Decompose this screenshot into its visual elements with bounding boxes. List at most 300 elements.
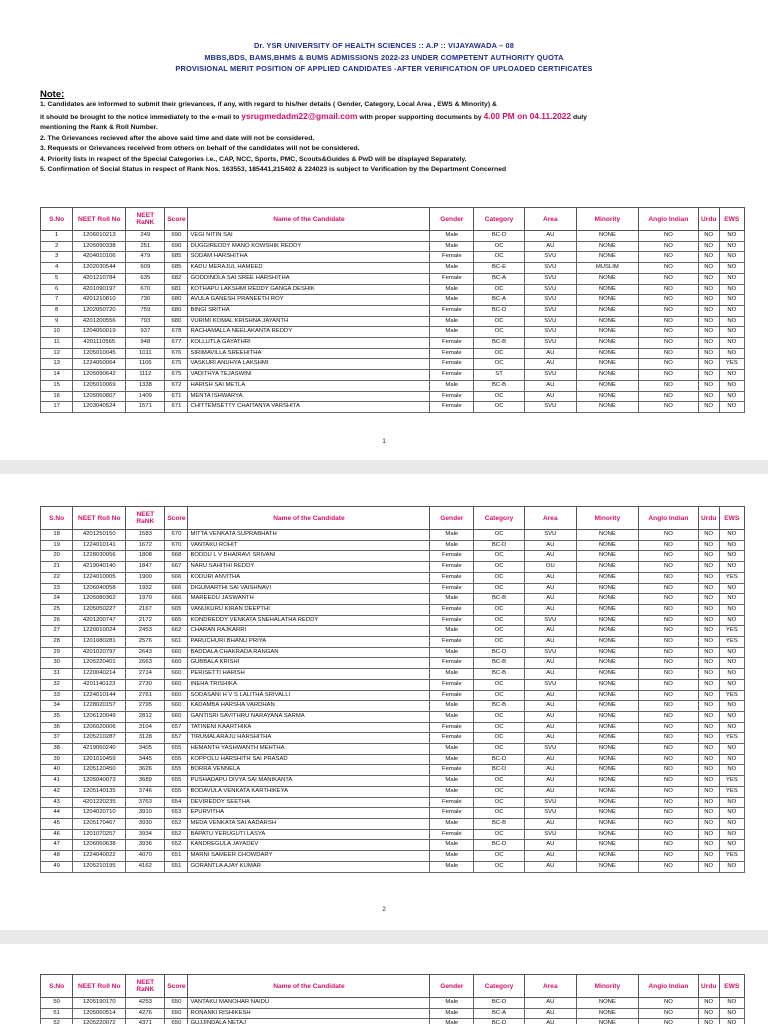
cell-category: OC [474, 722, 525, 733]
cell-category: BC-B [474, 380, 525, 391]
cell-area: SVU [524, 338, 576, 349]
cell-minority: NONE [576, 658, 638, 669]
cell-urdu: NO [698, 273, 719, 284]
cell-roll-no: 1205190170 [73, 998, 126, 1009]
cell-minority: NONE [576, 797, 638, 808]
cell-gender: Female [430, 551, 474, 562]
cell-rank: 3128 [126, 733, 165, 744]
cell-score: 661 [165, 637, 188, 648]
table-row [41, 626, 745, 637]
cell-rank: 1583 [126, 530, 165, 541]
table-row [41, 273, 745, 284]
cell-score: 660 [165, 701, 188, 712]
cell-score: 680 [165, 305, 188, 316]
table-row [41, 637, 745, 648]
cell-sno: 36 [41, 722, 73, 733]
cell-urdu: NO [698, 754, 719, 765]
cell-urdu: NO [698, 305, 719, 316]
cell-candidate-name: DEVIREDDY SEETHA [188, 797, 430, 808]
cell-category: OC [474, 316, 525, 327]
table-row [41, 551, 745, 562]
cell-ews: NO [719, 305, 744, 316]
cell-sno: 46 [41, 829, 73, 840]
table-row [41, 380, 745, 391]
cell-ews: NO [719, 861, 744, 872]
column-header-rank: NEET RaNK [126, 507, 165, 530]
cell-area: AU [524, 540, 576, 551]
cell-rank: 1970 [126, 594, 165, 605]
table-row [41, 594, 745, 605]
cell-area: AU [524, 1008, 576, 1019]
cell-roll-no: 4201090197 [73, 284, 126, 295]
cell-anglo-indian: NO [638, 241, 698, 252]
cell-rank: 1112 [126, 370, 165, 381]
cell-category: OC [474, 359, 525, 370]
cell-candidate-name: TATINENI KAARTHIKA [188, 722, 430, 733]
cell-roll-no: 1205090338 [73, 241, 126, 252]
cell-ews: NO [719, 722, 744, 733]
table-row [41, 327, 745, 338]
cell-minority: NONE [576, 1019, 638, 1024]
cell-category: OC [474, 851, 525, 862]
cell-rank: 1011 [126, 348, 165, 359]
cell-sno: 35 [41, 711, 73, 722]
table-row [41, 711, 745, 722]
cell-anglo-indian: NO [638, 348, 698, 359]
cell-minority: NONE [576, 402, 638, 413]
cell-score: 670 [165, 540, 188, 551]
cell-ews: NO [719, 1019, 744, 1024]
cell-roll-no: 1220010024 [73, 626, 126, 637]
cell-sno: 39 [41, 754, 73, 765]
cell-ews: NO [719, 263, 744, 274]
table-row [41, 829, 745, 840]
cell-roll-no: 4201210810 [73, 295, 126, 306]
cell-score: 680 [165, 295, 188, 306]
cell-rank: 2663 [126, 658, 165, 669]
cell-anglo-indian: NO [638, 338, 698, 349]
cell-candidate-name: VANUKURU KIRAN DEEPTHI [188, 604, 430, 615]
cell-score: 666 [165, 594, 188, 605]
cell-category: OC [474, 572, 525, 583]
admissions-title: MBBS,BDS, BAMS,BHMS & BUMS ADMISSIONS 2022-23 UNDER COMPETENT AUTHORITY QUOTA [204, 52, 564, 62]
cell-ews: NO [719, 316, 744, 327]
cell-rank: 2643 [126, 647, 165, 658]
cell-score: 685 [165, 252, 188, 263]
cell-gender: Male [430, 626, 474, 637]
cell-category: ST [474, 370, 525, 381]
cell-category: OC [474, 327, 525, 338]
cell-candidate-name: DUGGIREDDY MANO KOWSHIK REDDY [188, 241, 430, 252]
cell-sno: 21 [41, 562, 73, 573]
cell-rank: 670 [126, 284, 165, 295]
cell-score: 668 [165, 551, 188, 562]
cell-rank: 249 [126, 231, 165, 242]
cell-area: SVU [524, 316, 576, 327]
cell-category: BC-D [474, 305, 525, 316]
cell-gender: Male [430, 998, 474, 1009]
cell-urdu: NO [698, 1008, 719, 1019]
cell-ews: NO [719, 615, 744, 626]
cell-category: OC [474, 808, 525, 819]
cell-anglo-indian: NO [638, 562, 698, 573]
cell-candidate-name: MENTA ISHWARYA [188, 391, 430, 402]
table-row [41, 786, 745, 797]
cell-score: 675 [165, 370, 188, 381]
notes-block [40, 100, 745, 176]
cell-category: BC-A [474, 273, 525, 284]
cell-anglo-indian: NO [638, 359, 698, 370]
cell-score: 651 [165, 861, 188, 872]
cell-score: 660 [165, 658, 188, 669]
cell-gender: Male [430, 284, 474, 295]
cell-candidate-name: KADU MERAJUL HAMEED [188, 263, 430, 274]
merit-list-title: PROVISIONAL MERIT POSITION OF APPLIED CANDIDATES -AFTER VERIFICATION OF UPLOADED CERTIFICATES [175, 64, 593, 73]
cell-sno: 52 [41, 1019, 73, 1024]
table-row [41, 744, 745, 755]
cell-area: AU [524, 669, 576, 680]
cell-urdu: NO [698, 551, 719, 562]
cell-anglo-indian: NO [638, 690, 698, 701]
page-number: 2 [382, 906, 386, 913]
cell-sno: 1 [41, 231, 73, 242]
cell-area: AU [524, 840, 576, 851]
cell-rank: 2167 [126, 604, 165, 615]
cell-roll-no: 4201250150 [73, 530, 126, 541]
cell-minority: NONE [576, 765, 638, 776]
cell-area: AU [524, 241, 576, 252]
cell-roll-no: 1205140135 [73, 786, 126, 797]
cell-gender: Female [430, 583, 474, 594]
cell-gender: Female [430, 733, 474, 744]
cell-area: AU [524, 998, 576, 1009]
cell-gender: Female [430, 690, 474, 701]
cell-category: OC [474, 626, 525, 637]
cell-anglo-indian: NO [638, 305, 698, 316]
cell-rank: 1847 [126, 562, 165, 573]
cell-minority: NONE [576, 327, 638, 338]
cell-ews: YES [719, 626, 744, 637]
cell-candidate-name: VASKURI ANUHYA LAKSHMI [188, 359, 430, 370]
cell-rank: 937 [126, 327, 165, 338]
cell-area: OU [524, 562, 576, 573]
document-page-2 [0, 474, 768, 930]
cell-gender: Female [430, 679, 474, 690]
cell-area: AU [524, 551, 576, 562]
cell-rank: 2795 [126, 701, 165, 712]
cell-area: AU [524, 754, 576, 765]
cell-ews: NO [719, 744, 744, 755]
table-header-row [41, 975, 745, 998]
cell-score: 672 [165, 380, 188, 391]
cell-anglo-indian: NO [638, 765, 698, 776]
cell-category: BC-B [474, 818, 525, 829]
table-row [41, 998, 745, 1009]
cell-score: 660 [165, 669, 188, 680]
cell-ews: NO [719, 295, 744, 306]
note-1-text: it should be brought to the notice immediately to the e-mail to [40, 113, 242, 121]
cell-ews: NO [719, 370, 744, 381]
cell-sno: 27 [41, 626, 73, 637]
cell-sno: 4 [41, 263, 73, 274]
note-1-text-2: with proper supporting documents by [357, 113, 484, 121]
cell-ews: NO [719, 808, 744, 819]
cell-gender: Female [430, 572, 474, 583]
cell-candidate-name: KOPPOLU HARSHITH SAI PRASAD [188, 754, 430, 765]
cell-score: 685 [165, 263, 188, 274]
cell-rank: 479 [126, 252, 165, 263]
cell-ews: YES [719, 572, 744, 583]
cell-category: OC [474, 252, 525, 263]
cell-rank: 3934 [126, 829, 165, 840]
cell-roll-no: 4201020797 [73, 647, 126, 658]
cell-minority: MUSLIM [576, 263, 638, 274]
column-header-urdu: Urdu [698, 208, 719, 231]
cell-category: BC-B [474, 338, 525, 349]
cell-score: 655 [165, 754, 188, 765]
cell-ews: NO [719, 647, 744, 658]
cell-urdu: NO [698, 316, 719, 327]
cell-minority: NONE [576, 701, 638, 712]
cell-gender: Male [430, 669, 474, 680]
column-header-anglo-indian: Anglo Indian [638, 208, 698, 231]
cell-rank: 759 [126, 305, 165, 316]
cell-ews: NO [719, 797, 744, 808]
cell-urdu: NO [698, 829, 719, 840]
merit-table-page-1 [40, 207, 745, 413]
cell-gender: Male [430, 316, 474, 327]
cell-score: 667 [165, 562, 188, 573]
cell-roll-no: 4201220235 [73, 797, 126, 808]
cell-score: 675 [165, 359, 188, 370]
table-row [41, 391, 745, 402]
cell-urdu: NO [698, 711, 719, 722]
cell-gender: Male [430, 594, 474, 605]
cell-anglo-indian: NO [638, 402, 698, 413]
cell-minority: NONE [576, 1008, 638, 1019]
cell-candidate-name: SODAM HARSHITHA [188, 252, 430, 263]
note-3: 3. Requests or Grievances received from others on behalf of the candidates will not be considered. [40, 145, 360, 152]
cell-anglo-indian: NO [638, 722, 698, 733]
cell-rank: 2172 [126, 615, 165, 626]
cell-anglo-indian: NO [638, 669, 698, 680]
cell-area: SVU [524, 679, 576, 690]
cell-ews: NO [719, 679, 744, 690]
cell-anglo-indian: NO [638, 840, 698, 851]
cell-sno: 31 [41, 669, 73, 680]
cell-score: 690 [165, 231, 188, 242]
cell-gender: Female [430, 604, 474, 615]
column-header-score: Score [165, 507, 188, 530]
cell-area: SVU [524, 370, 576, 381]
cell-sno: 43 [41, 797, 73, 808]
cell-rank: 730 [126, 295, 165, 306]
cell-anglo-indian: NO [638, 263, 698, 274]
note-heading: Note: [40, 89, 65, 100]
column-header-gender: Gender [430, 208, 474, 231]
cell-candidate-name: CHARAN RAJKARRI [188, 626, 430, 637]
cell-minority: NONE [576, 562, 638, 573]
cell-rank: 2453 [126, 626, 165, 637]
cell-ews: YES [719, 851, 744, 862]
cell-score: 671 [165, 391, 188, 402]
cell-category: BC-B [474, 594, 525, 605]
cell-sno: 40 [41, 765, 73, 776]
cell-rank: 3936 [126, 840, 165, 851]
cell-gender: Male [430, 327, 474, 338]
cell-minority: NONE [576, 572, 638, 583]
cell-category: BC-D [474, 647, 525, 658]
cell-candidate-name: VANTAKU MANOHAR NAIDU [188, 998, 430, 1009]
cell-score: 678 [165, 327, 188, 338]
cell-score: 670 [165, 530, 188, 541]
cell-area: SVU [524, 305, 576, 316]
table-row [41, 701, 745, 712]
table-row [41, 540, 745, 551]
cell-urdu: NO [698, 583, 719, 594]
cell-urdu: NO [698, 380, 719, 391]
cell-urdu: NO [698, 562, 719, 573]
cell-gender: Female [430, 338, 474, 349]
cell-urdu: NO [698, 669, 719, 680]
cell-candidate-name: MARNI SAMEER CHOWDARY [188, 851, 430, 862]
column-header-category: Category [474, 975, 525, 998]
cell-area: SVU [524, 284, 576, 295]
cell-gender: Male [430, 263, 474, 274]
column-header-minority: Minority [576, 208, 638, 231]
cell-roll-no: 4201200747 [73, 615, 126, 626]
cell-sno: 5 [41, 273, 73, 284]
cell-candidate-name: HEMANTH YASHWANTH MEHTHA [188, 744, 430, 755]
cell-minority: NONE [576, 316, 638, 327]
cell-category: OC [474, 797, 525, 808]
cell-minority: NONE [576, 295, 638, 306]
cell-score: 655 [165, 786, 188, 797]
cell-roll-no: 4201140123 [73, 679, 126, 690]
cell-rank: 2714 [126, 669, 165, 680]
cell-area: AU [524, 722, 576, 733]
cell-candidate-name: INEHA TRISHIKA [188, 679, 430, 690]
cell-gender: Female [430, 765, 474, 776]
cell-rank: 3445 [126, 754, 165, 765]
cell-gender: Female [430, 348, 474, 359]
table-row [41, 658, 745, 669]
table-row [41, 797, 745, 808]
cell-candidate-name: DIGUMARTHI SAI VAISHNAVI [188, 583, 430, 594]
table-row [41, 808, 745, 819]
note-2: 2. The Grievances recieved after the above said time and date will not be considered. [40, 134, 315, 142]
note-1: 1. Candidates are informed to submit their grievances, if any, with regard to his/her details ( Gender, Category, Local Area , EWS & Minority) & [40, 101, 497, 108]
cell-candidate-name: GORANTLA AJAY KUMAR [188, 861, 430, 872]
cell-urdu: NO [698, 851, 719, 862]
cell-ews: YES [719, 786, 744, 797]
cell-ews: YES [719, 690, 744, 701]
cell-ews: NO [719, 380, 744, 391]
cell-urdu: NO [698, 776, 719, 787]
cell-category: OC [474, 615, 525, 626]
cell-score: 657 [165, 733, 188, 744]
cell-area: AU [524, 1019, 576, 1024]
column-header-minority: Minority [576, 975, 638, 998]
cell-urdu: NO [698, 690, 719, 701]
cell-score: 671 [165, 402, 188, 413]
cell-urdu: NO [698, 359, 719, 370]
cell-gender: Male [430, 241, 474, 252]
cell-anglo-indian: NO [638, 551, 698, 562]
cell-gender: Female [430, 637, 474, 648]
cell-anglo-indian: NO [638, 851, 698, 862]
cell-category: BC-D [474, 1019, 525, 1024]
cell-area: AU [524, 658, 576, 669]
column-header-roll-no: NEET Roll No [73, 507, 126, 530]
cell-anglo-indian: NO [638, 572, 698, 583]
cell-category: BC-D [474, 840, 525, 851]
cell-area: AU [524, 583, 576, 594]
cell-minority: NONE [576, 594, 638, 605]
cell-anglo-indian: NO [638, 316, 698, 327]
cell-rank: 1900 [126, 572, 165, 583]
cell-urdu: NO [698, 540, 719, 551]
cell-rank: 1672 [126, 540, 165, 551]
cell-score: 666 [165, 583, 188, 594]
cell-anglo-indian: NO [638, 786, 698, 797]
cell-ews: NO [719, 562, 744, 573]
grievance-email-link[interactable]: ysrugmedadm22@gmail.com [241, 110, 358, 121]
column-header-minority: Minority [576, 507, 638, 530]
cell-ews: YES [719, 637, 744, 648]
cell-candidate-name: MEDA VENKATA SAI AADARSH [188, 818, 430, 829]
cell-anglo-indian: NO [638, 1019, 698, 1024]
cell-area: SVU [524, 273, 576, 284]
cell-minority: NONE [576, 252, 638, 263]
cell-urdu: NO [698, 647, 719, 658]
cell-minority: NONE [576, 551, 638, 562]
cell-anglo-indian: NO [638, 540, 698, 551]
cell-candidate-name: RONANKI RISHIKESH [188, 1008, 430, 1019]
cell-area: AU [524, 851, 576, 862]
column-header-rank: NEET RaNK [126, 208, 165, 231]
table-row [41, 669, 745, 680]
table-row [41, 295, 745, 306]
cell-area: SVU [524, 530, 576, 541]
cell-candidate-name: GODDINDLA SAI SREE HARSHITHA [188, 273, 430, 284]
cell-roll-no: 1205120450 [73, 765, 126, 776]
cell-anglo-indian: NO [638, 626, 698, 637]
cell-candidate-name: KOTHAPU LAKSHMI REDDY GANGA DESHIK [188, 284, 430, 295]
cell-ews: NO [719, 284, 744, 295]
cell-candidate-name: KONDREDDY VENKATA SNEHALATHA REDDY [188, 615, 430, 626]
merit-table-page-3 [40, 974, 745, 1024]
table-row [41, 402, 745, 413]
cell-minority: NONE [576, 241, 638, 252]
cell-candidate-name: EPURVITHA [188, 808, 430, 819]
cell-candidate-name: PUSHADAPU DIVYA SAI MANIKANTA [188, 776, 430, 787]
cell-category: BC-B [474, 669, 525, 680]
cell-sno: 25 [41, 604, 73, 615]
cell-ews: NO [719, 711, 744, 722]
table-row [41, 754, 745, 765]
cell-rank: 251 [126, 241, 165, 252]
cell-gender: Female [430, 829, 474, 840]
table-row [41, 583, 745, 594]
cell-rank: 1932 [126, 583, 165, 594]
cell-roll-no: 1224010144 [73, 690, 126, 701]
cell-category: OC [474, 562, 525, 573]
cell-rank: 2761 [126, 690, 165, 701]
cell-sno: 13 [41, 359, 73, 370]
table-row [41, 1008, 745, 1019]
cell-category: OC [474, 284, 525, 295]
